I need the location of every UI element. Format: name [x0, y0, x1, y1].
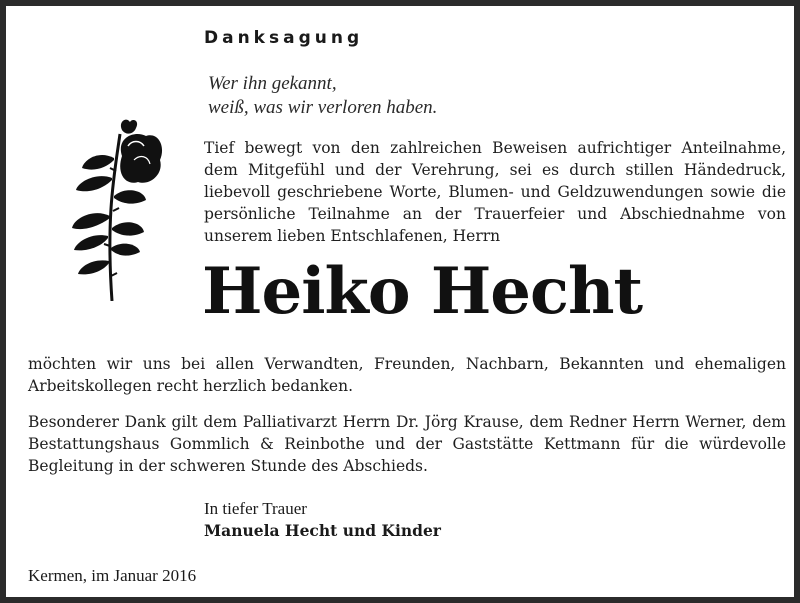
deceased-name: Heiko Hecht: [202, 254, 643, 329]
closing-block: [204, 498, 441, 542]
signer-name: Manuela Hecht und Kinder: [204, 521, 441, 540]
place-date: Kermen, im Januar 2016: [28, 566, 197, 585]
thanks-paragraph-family: möchten wir uns bei allen Verwandten, Freunden, Nachbarn, Bekannten und ehemaligen Arbeitskollegen recht herzlich bedanken.: [28, 355, 786, 395]
quote-line-1: Wer ihn gekannt,: [208, 73, 337, 94]
rose-icon: [54, 116, 164, 301]
closing-line: In tiefer Trauer: [204, 499, 307, 518]
quote-line-2: weiß, was wir verloren haben.: [208, 97, 438, 118]
memorial-quote: [208, 72, 437, 120]
thanks-paragraph-special: Besonderer Dank gilt dem Palliativarzt Herrn Dr. Jörg Krause, dem Redner Herrn Werner, dem Bestattungshaus Gommlich & Reinbothe und der Gaststätte Kettmann für die würdevolle Begleitung in der schweren Stunde des Abschieds.: [28, 413, 786, 475]
notice-heading: Danksagung: [204, 28, 364, 48]
thanks-paragraph-intro: Tief bewegt von den zahlreichen Beweisen aufrichtiger Anteilnahme, dem Mitgefühl und der Verehrung, sei es durch stillen Händedruck, liebevoll geschriebene Worte, Blumen- und Geldzuwendungen sowie die persönliche Teilnahme an der Trauerfeier und Abschiednahme von unserem lieben Entschlafenen, Herrn: [204, 139, 786, 245]
